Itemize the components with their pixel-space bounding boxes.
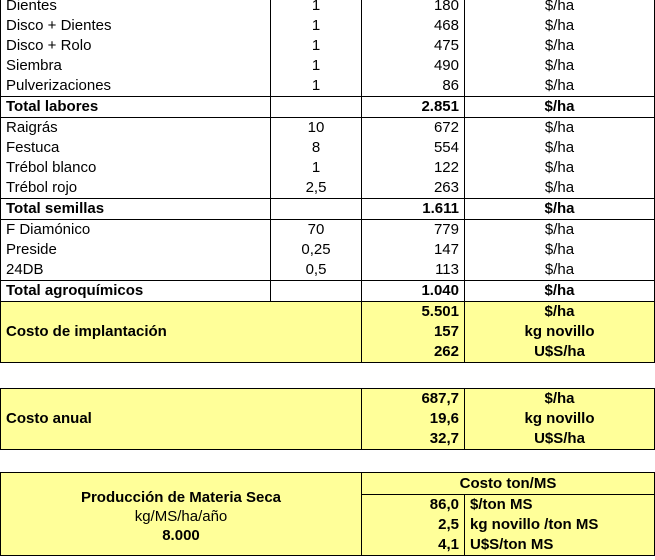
table-row	[1, 76, 655, 97]
implantacion-unit: kg novillo	[465, 322, 655, 342]
item-unit: $/ha	[465, 36, 655, 56]
item-qty: 70	[271, 220, 362, 241]
item-unit: $/ha	[465, 260, 655, 281]
table-row	[1, 260, 655, 281]
total-row-labores	[1, 97, 655, 118]
item-unit: $/ha	[465, 76, 655, 97]
table-row	[1, 138, 655, 158]
table-row	[1, 56, 655, 76]
dry-matter-subtitle: kg/MS/ha/año	[134, 507, 228, 525]
dry-matter-title: Producción de Materia Seca	[80, 488, 282, 506]
table-row	[1, 158, 655, 178]
table-row	[1, 0, 655, 16]
item-unit: $/ha	[465, 220, 655, 241]
item-cost: 475	[362, 36, 465, 56]
item-cost: 180	[362, 0, 465, 16]
item-name: Trébol rojo	[1, 178, 271, 199]
annual-row	[1, 389, 655, 410]
item-unit: $/ha	[465, 158, 655, 178]
annual-unit: kg novillo	[465, 409, 655, 429]
implantacion-label: Costo de implantación	[1, 302, 362, 363]
item-name: Preside	[1, 240, 271, 260]
item-unit: $/ha	[465, 138, 655, 158]
dry-matter-table	[0, 472, 655, 556]
item-qty: 1	[271, 36, 362, 56]
dry-matter-value: 8.000	[162, 526, 200, 544]
table-row	[1, 36, 655, 56]
cost-per-ton-value: 86,0	[362, 495, 465, 516]
implantacion-unit: $/ha	[465, 302, 655, 323]
item-cost: 113	[362, 260, 465, 281]
item-cost: 554	[362, 138, 465, 158]
item-name: Festuca	[1, 138, 271, 158]
item-name: Raigrás	[1, 118, 271, 139]
item-cost: 468	[362, 16, 465, 36]
implantacion-value: 5.501	[362, 302, 465, 323]
item-name: F Diamónico	[1, 220, 271, 241]
total-empty-cell	[271, 97, 362, 118]
item-cost: 263	[362, 178, 465, 199]
total-value: 1.611	[362, 199, 465, 220]
cost-per-ton-value: 2,5	[362, 515, 465, 535]
item-name: Dientes	[1, 0, 271, 16]
table-row	[1, 220, 655, 241]
total-label: Total semillas	[1, 199, 271, 220]
total-label: Total labores	[1, 97, 271, 118]
item-unit: $/ha	[465, 56, 655, 76]
item-name: 24DB	[1, 260, 271, 281]
item-name: Siembra	[1, 56, 271, 76]
item-qty: 8	[271, 138, 362, 158]
item-unit: $/ha	[465, 240, 655, 260]
annual-value: 687,7	[362, 389, 465, 410]
total-unit: $/ha	[465, 281, 655, 302]
cost-per-ton-unit: U$S/ton MS	[465, 535, 655, 556]
item-qty: 1	[271, 76, 362, 97]
table-row	[1, 178, 655, 199]
item-qty: 0,25	[271, 240, 362, 260]
total-unit: $/ha	[465, 199, 655, 220]
total-value: 2.851	[362, 97, 465, 118]
total-row-agroquimicos	[1, 281, 655, 302]
item-unit: $/ha	[465, 118, 655, 139]
total-unit: $/ha	[465, 97, 655, 118]
dry-matter-header-row	[1, 473, 655, 495]
item-cost: 779	[362, 220, 465, 241]
item-qty: 0,5	[271, 260, 362, 281]
implantacion-row	[1, 302, 655, 323]
item-qty: 1	[271, 158, 362, 178]
implantacion-value: 157	[362, 322, 465, 342]
item-qty: 2,5	[271, 178, 362, 199]
annual-cost-table	[0, 388, 655, 450]
table-row	[1, 240, 655, 260]
total-value: 1.040	[362, 281, 465, 302]
total-label: Total agroquímicos	[1, 281, 271, 302]
annual-value: 32,7	[362, 429, 465, 450]
item-qty: 1	[271, 0, 362, 16]
annual-value: 19,6	[362, 409, 465, 429]
item-unit: $/ha	[465, 16, 655, 36]
annual-label: Costo anual	[1, 389, 362, 450]
item-unit: $/ha	[465, 178, 655, 199]
item-qty: 1	[271, 16, 362, 36]
item-name: Disco + Rolo	[1, 36, 271, 56]
implantacion-value: 262	[362, 342, 465, 363]
item-qty: 10	[271, 118, 362, 139]
implantacion-unit: U$S/ha	[465, 342, 655, 363]
cost-per-ton-unit: kg novillo /ton MS	[465, 515, 655, 535]
table-row	[1, 118, 655, 139]
item-name: Trébol blanco	[1, 158, 271, 178]
item-name: Disco + Dientes	[1, 16, 271, 36]
annual-unit: U$S/ha	[465, 429, 655, 450]
total-empty-cell	[271, 281, 362, 302]
item-cost: 86	[362, 76, 465, 97]
item-unit: $/ha	[465, 0, 655, 16]
total-empty-cell	[271, 199, 362, 220]
item-cost: 672	[362, 118, 465, 139]
annual-unit: $/ha	[465, 389, 655, 410]
table-row	[1, 16, 655, 36]
item-name: Pulverizaciones	[1, 76, 271, 97]
cost-per-ton-value: 4,1	[362, 535, 465, 556]
cost-per-ton-unit: $/ton MS	[465, 495, 655, 516]
cost-per-ton-header: Costo ton/MS	[362, 473, 655, 495]
dry-matter-block	[1, 473, 362, 556]
item-cost: 122	[362, 158, 465, 178]
total-row-semillas	[1, 199, 655, 220]
item-cost: 490	[362, 56, 465, 76]
item-cost: 147	[362, 240, 465, 260]
item-qty: 1	[271, 56, 362, 76]
